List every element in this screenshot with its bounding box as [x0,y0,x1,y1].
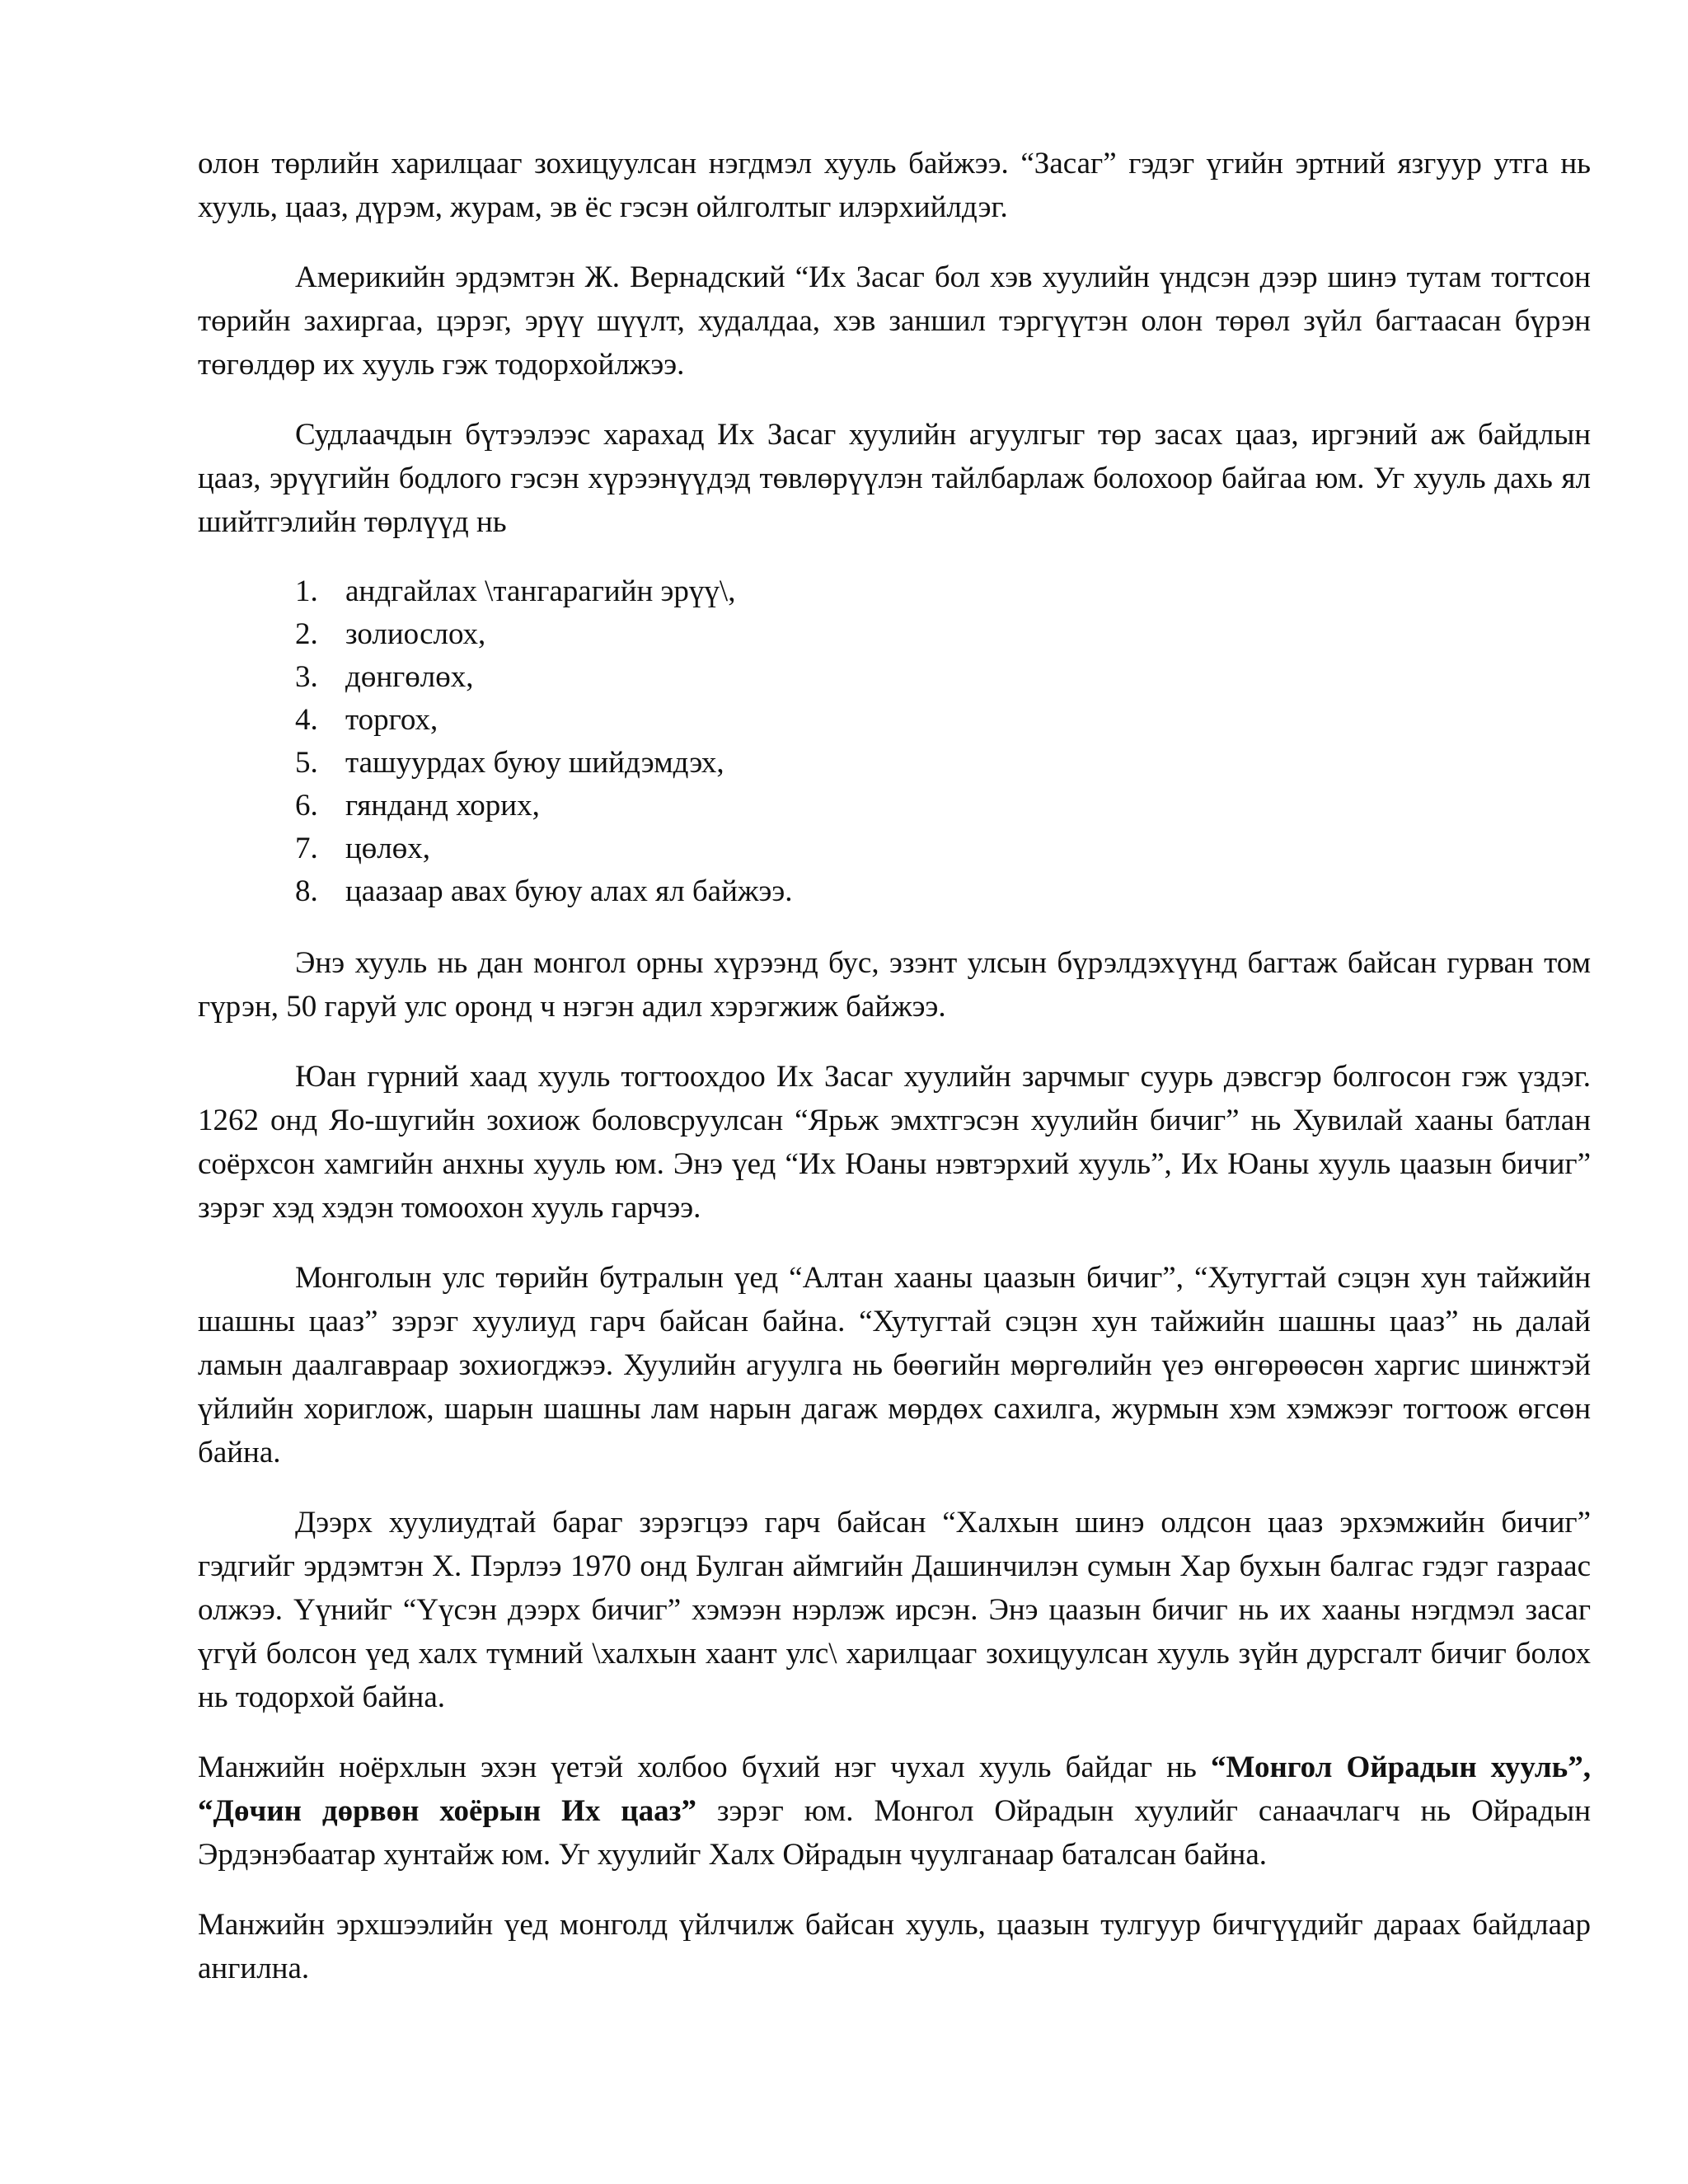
list-item-text: цаазаар авах буюу алах ял байжээ. [345,874,793,908]
list-item-text: золиослох, [345,617,486,651]
list-item-text: цөлөх, [345,832,431,865]
list-item-number: 6. [295,789,318,823]
list-item [295,570,1591,613]
list-item [295,656,1591,699]
list-item-number: 8. [295,874,318,908]
document-page [198,142,1591,2017]
paragraph-yuan-laws: Юан гүрний хаад хууль тогтоохдоо Их Засаг хуулийн зарчмыг суурь дэвсгэр болгосон гэж үздэг. 1262 онд Яо-шугийн зохиож боловсруулсан “Ярьж эмхтгэсэн хуулийн бичиг” нь Хувилай хааны батлан соёрхсон хамгийн анхны хууль юм. Энэ үед “Их Юаны нэвтэрхий хууль”, Их Юаны хууль цаазын бичиг” зэрэг хэд хэдэн томоохон хууль гарчээ. [198,1060,1591,1225]
list-item [295,785,1591,827]
list-item-number: 3. [295,660,318,694]
list-item-text: торгох, [345,703,438,737]
list-item-number: 2. [295,617,318,651]
list-item [295,870,1591,913]
list-item [295,827,1591,870]
paragraph-zasag-meaning: олон төрлийн харилцааг зохицуулсан нэгдмэл хууль байжээ. “Засаг” гэдэг үгийн эртний язгуур утга нь хууль, цааз, дүрэм, журам, эв ёс гэсэн ойлголтыг илэрхийлдэг. [198,147,1591,224]
list-item-text: андгайлах \тангарагийн эрүү\, [345,574,736,608]
list-item-text: ташуурдах буюу шийдэмдэх, [345,746,724,780]
list-item [295,742,1591,785]
list-item-text: гянданд хорих, [345,789,540,823]
paragraph-empire-scope: Энэ хууль нь дан монгол орны хүрээнд бус, эзэнт улсын бүрэлдэхүүнд багтаж байсан гурван том гүрэн, 50 гаруй улс оронд ч нэгэн адил хэрэгжиж байжээ. [198,946,1591,1024]
paragraph-fragmentation-laws: Монголын улс төрийн бутралын үед “Алтан хааны цаазын бичиг”, “Хутугтай сэцэн хун тайжийн шашны цааз” зэрэг хуулиуд гарч байсан байна. “Хутугтай сэцэн хун тайжийн шашны цааз” нь далай ламын даалгавраар зохиогджээ. Хуулийн агуулга нь бөөгийн мөргөлийн үеэ өнгөрөөсөн харгис шинжтэй үйлийн хориглож, шарын шашны лам нарын дагаж мөрдөх сахилга, журмын хэм хэмжээг тогтоож өгсөн байна. [198,1261,1591,1469]
paragraph-oirat-law-bold: “Монгол Ойрадын хууль”, “Дөчин дөрвөн хоёрын Их цааз” [198,1750,1591,1828]
list-item-text: дөнгөлөх, [345,660,474,694]
paragraph-researchers: Судлаачдын бүтээлээс харахад Их Засаг хуулийн агуулгыг төр засах цааз, иргэний аж байдлын цааз, эрүүгийн бодлого гэсэн хүрээнүүдэд төвлөрүүлэн тайлбарлаж болохоор байгаа юм. Уг хууль дахь ял шийтгэлийн төрлүүд нь [198,418,1591,539]
paragraph-khalkha-code: Дээрх хуулиудтай бараг зэрэгцээ гарч байсан “Халхын шинэ олдсон цааз эрхэмжийн бичиг” гэдгийг эрдэмтэн Х. Пэрлээ 1970 онд Булган аймгийн Дашинчилэн сумын Хар бухын балгас гэдэг газраас олжээ. Үүнийг “Үүсэн дээрх бичиг” хэмээн нэрлэж ирсэн. Энэ цаазын бичиг нь их хааны нэгдмэл засаг үгүй болсон үед халх түмний \халхын хаант улс\ харилцааг зохицуулсан хууль зүйн дурсгалт бичиг болох нь тодорхой байна. [198,1506,1591,1714]
list-item [295,613,1591,656]
paragraph-vernadsky: Америкийн эрдэмтэн Ж. Вернадский “Их Засаг бол хэв хуулийн үндсэн дээр шинэ тутам тогтсон төрийн захиргаа, цэрэг, эрүү шүүлт, худалдаа, хэв заншил тэргүүтэн олон төрөл зүйл багтаасан бүрэн төгөлдөр их хууль гэж тодорхойлжээ. [198,260,1591,382]
list-item-number: 7. [295,832,318,865]
paragraph-oirat-law-end: зэрэг юм. Монгол Ойрадын хуулийг санаачлагч нь Ойрадын Эрдэнэбаатар хунтайж юм. Уг хуулийг Халх Ойрадын чуулганаар баталсан байна. [198,1794,1591,1872]
list-item-number: 4. [295,703,318,737]
list-item [295,699,1591,742]
penalty-types-list [198,570,1591,913]
paragraph-manchu-era: Манжийн эрхшээлийн үед монголд үйлчилж байсан хууль, цаазын тулгуур бичгүүдийг дараах байдлаар ангилна. [198,1908,1591,1985]
paragraph-oirat-law [198,1746,1591,1877]
paragraph-oirat-law-start: Манжийн ноёрхлын эхэн үетэй холбоо бүхий нэг чухал хууль байдаг нь [198,1750,1212,1784]
list-item-number: 1. [295,574,318,608]
list-item-number: 5. [295,746,318,780]
